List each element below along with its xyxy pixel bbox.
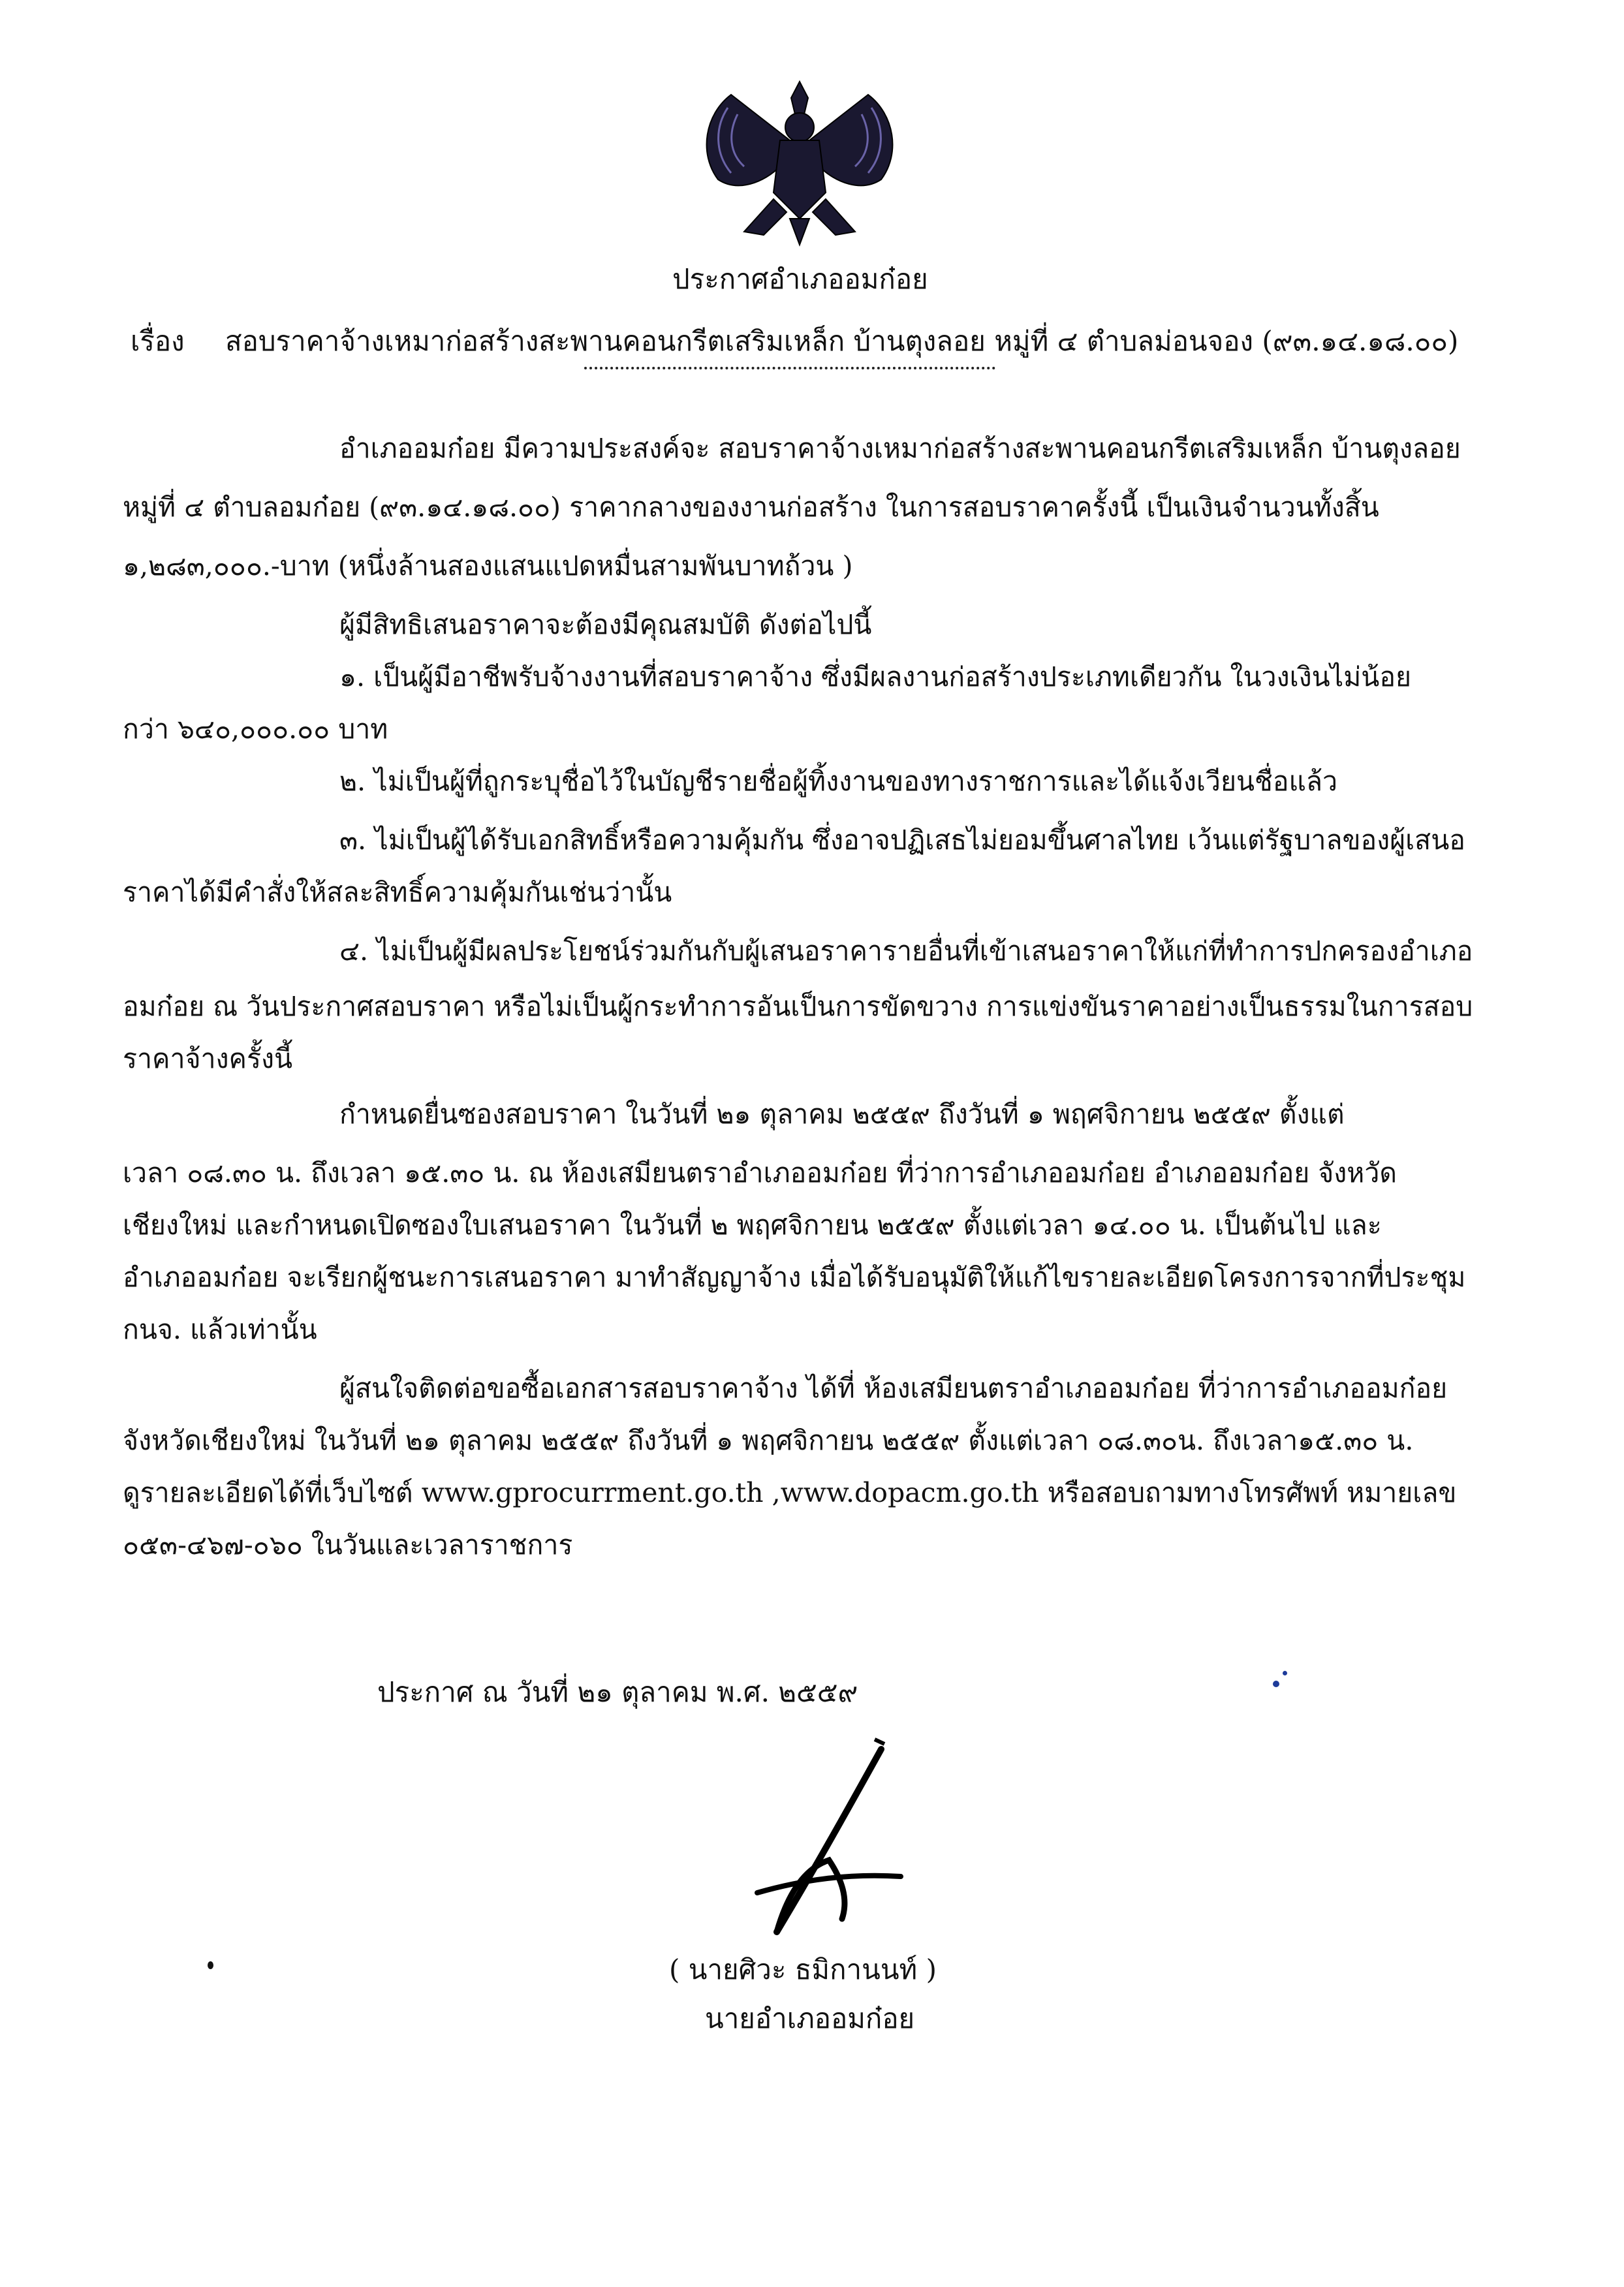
body-line: กว่า ๖๔๐,๐๐๐.๐๐ บาท bbox=[123, 713, 388, 745]
body-line: ผู้มีสิทธิเสนอราคาจะต้องมีคุณสมบัติ ดังต่อไปนี้ bbox=[339, 609, 872, 640]
body-line: ดูรายละเอียดได้ที่เว็บไซต์ www.gprocurrment.go.th ,www.dopacm.go.th หรือสอบถามทางโทรศัพท์ หมายเลข bbox=[123, 1477, 1457, 1508]
garuda-emblem bbox=[692, 69, 907, 251]
body-line: ๐๕๓-๔๖๗-๐๖๐ ในวันและเวลาราชการ bbox=[123, 1529, 573, 1561]
body-line: ราคาได้มีคำสั่งให้สละสิทธิ์ความคุ้มกันเช่นว่านั้น bbox=[123, 877, 672, 908]
signer-name: ( นายศิวะ ธมิกานนท์ ) bbox=[669, 1953, 937, 1985]
body-line: ๓. ไม่เป็นผู้ได้รับเอกสิทธิ์หรือความคุ้มกัน ซึ่งอาจปฏิเสธไม่ยอมขึ้นศาลไทย เว้นแต่รัฐบาลของผู้เสนอ bbox=[339, 824, 1465, 856]
announcement-date: ประกาศ ณ วันที่ ๒๑ ตุลาคม พ.ศ. ๒๕๕๙ bbox=[377, 1676, 858, 1708]
ink-speck bbox=[208, 1961, 213, 1969]
body-line: ราคาจ้างครั้งนี้ bbox=[123, 1043, 293, 1074]
ink-speck bbox=[1273, 1681, 1279, 1687]
subject-text: สอบราคาจ้างเหมาก่อสร้างสะพานคอนกรีตเสริมเหล็ก บ้านตุงลอย หมู่ที่ ๔ ตำบลม่อนจอง (๙๓.๑๔.๑๘.๐๐) bbox=[225, 325, 1459, 357]
signature-mark bbox=[751, 1736, 933, 1952]
body-line: อำเภออมก๋อย มีความประสงค์จะ สอบราคาจ้างเหมาก่อสร้างสะพานคอนกรีตเสริมเหล็ก บ้านตุงลอย bbox=[339, 433, 1461, 464]
body-line: จังหวัดเชียงใหม่ ในวันที่ ๒๑ ตุลาคม ๒๕๕๙ ถึงวันที่ ๑ พฤศจิกายน ๒๕๕๙ ตั้งแต่เวลา ๐๘.๓๐น. ถึงเวลา๑๕.๓๐ น. bbox=[123, 1425, 1414, 1456]
body-line: เวลา ๐๘.๓๐ น. ถึงเวลา ๑๕.๓๐ น. ณ ห้องเสมียนตราอำเภออมก๋อย ที่ว่าการอำเภออมก๋อย อำเภออมก๋อย จังหวัด bbox=[123, 1157, 1397, 1189]
body-line: กำหนดยื่นซองสอบราคา ในวันที่ ๒๑ ตุลาคม ๒๕๕๙ ถึงวันที่ ๑ พฤศจิกายน ๒๕๕๙ ตั้งแต่ bbox=[339, 1098, 1345, 1130]
body-line: ๔. ไม่เป็นผู้มีผลประโยชน์ร่วมกันกับผู้เสนอราคารายอื่นที่เข้าเสนอราคาให้แก่ที่ทำการปกครองอำเภอ bbox=[339, 935, 1473, 967]
body-line: ๑. เป็นผู้มีอาชีพรับจ้างงานที่สอบราคาจ้าง ซึ่งมีผลงานก่อสร้างประเภทเดียวกัน ในวงเงินไม่น้อย bbox=[339, 661, 1411, 692]
subject-label: เรื่อง bbox=[131, 325, 185, 357]
announcement-title: ประกาศอำเภออมก๋อย bbox=[672, 263, 928, 295]
body-line: หมู่ที่ ๔ ตำบลอมก๋อย (๙๓.๑๔.๑๘.๐๐) ราคากลางของงานก่อสร้าง ในการสอบราคาครั้งนี้ เป็นเงินจำนวนทั้งสิ้น bbox=[123, 491, 1379, 523]
body-line: เชียงใหม่ และกำหนดเปิดซองใบเสนอราคา ในวันที่ ๒ พฤศจิกายน ๒๕๕๙ ตั้งแต่เวลา ๑๔.๐๐ น. เป็นต้นไป และ bbox=[123, 1209, 1382, 1241]
body-line: อำเภออมก๋อย จะเรียกผู้ชนะการเสนอราคา มาทำสัญญาจ้าง เมื่อได้รับอนุมัติให้แก้ไขรายละเอียดโครงการจากที่ประชุม bbox=[123, 1262, 1466, 1293]
body-line: ๑,๒๘๓,๐๐๐.-บาท (หนึ่งล้านสองแสนแปดหมื่นสามพันบาทถ้วน ) bbox=[123, 550, 853, 582]
body-line: ๒. ไม่เป็นผู้ที่ถูกระบุชื่อไว้ในบัญชีรายชื่อผู้ทิ้งงานของทางราชการและได้แจ้งเวียนชื่อแล้ว bbox=[339, 766, 1338, 797]
body-line: กนจ. แล้วเท่านั้น bbox=[123, 1314, 317, 1345]
ink-speck bbox=[1283, 1671, 1287, 1675]
signer-position: นายอำเภออมก๋อย bbox=[705, 2002, 915, 2034]
body-line: อมก๋อย ณ วันประกาศสอบราคา หรือไม่เป็นผู้กระทำการอันเป็นการขัดขวาง การแข่งขันราคาอย่างเป็นธรรมในการสอบ bbox=[123, 991, 1473, 1022]
separator-rule bbox=[584, 367, 995, 369]
body-line: ผู้สนใจติดต่อขอซื้อเอกสารสอบราคาจ้าง ได้ที่ ห้องเสมียนตราอำเภออมก๋อย ที่ว่าการอำเภออมก๋อย bbox=[339, 1373, 1448, 1404]
